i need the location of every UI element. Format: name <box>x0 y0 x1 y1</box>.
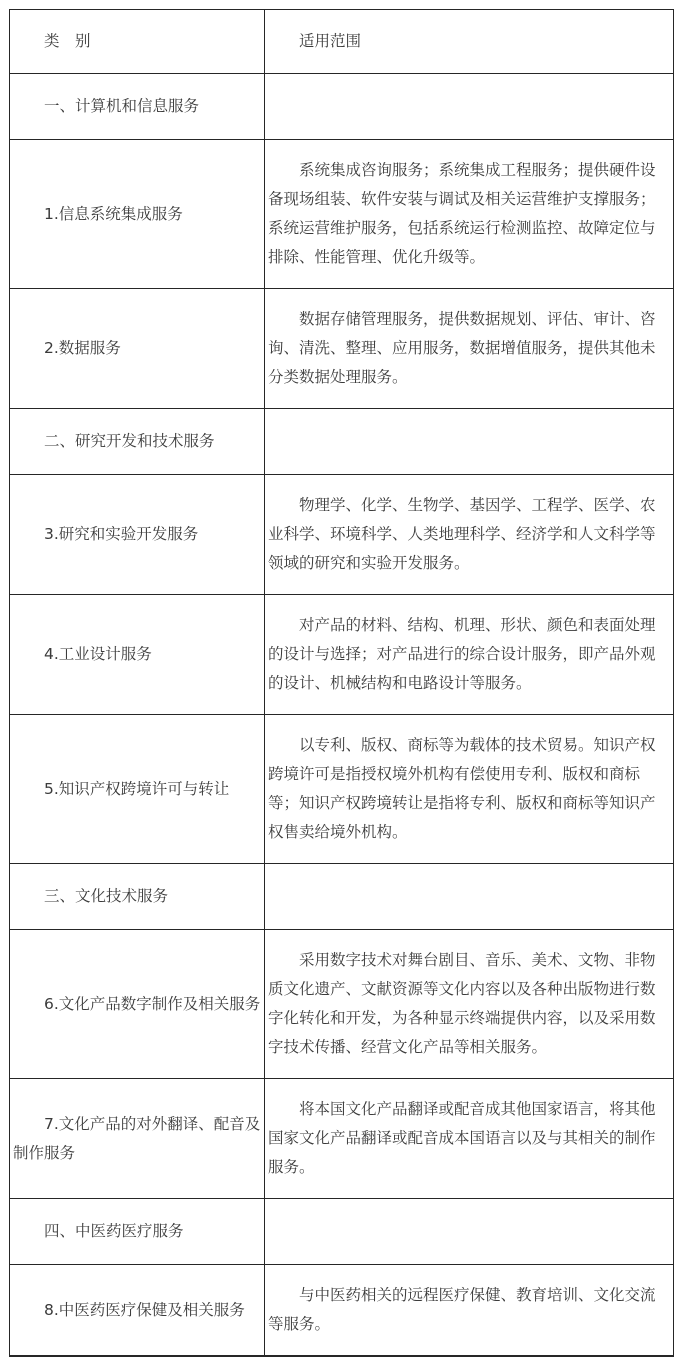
scope-cell <box>265 864 674 930</box>
services-scope-table <box>9 9 674 1357</box>
table-row <box>10 715 674 864</box>
table-row <box>10 140 674 289</box>
category-cell: 2.数据服务 <box>10 289 265 409</box>
scope-cell: 对产品的材料、结构、机理、形状、颜色和表面处理的设计与选择；对产品进行的综合设计服务，即产品外观的设计、机械结构和电路设计等服务。 <box>265 595 674 715</box>
table-row <box>10 864 674 930</box>
category-cell: 1.信息系统集成服务 <box>10 140 265 289</box>
scope-cell: 与中医药相关的远程医疗保健、教育培训、文化交流等服务。 <box>265 1265 674 1357</box>
table-row <box>10 475 674 595</box>
column-header-category: 类 别 <box>10 10 265 74</box>
table-row <box>10 74 674 140</box>
scope-cell <box>265 74 674 140</box>
table-row <box>10 1079 674 1199</box>
scope-cell: 数据存储管理服务，提供数据规划、评估、审计、咨询、清洗、整理、应用服务，数据增值服务，提供其他未分类数据处理服务。 <box>265 289 674 409</box>
scope-cell: 系统集成咨询服务；系统集成工程服务；提供硬件设备现场组装、软件安装与调试及相关运营维护支撑服务；系统运营维护服务，包括系统运行检测监控、故障定位与排除、性能管理、优化升级等。 <box>265 140 674 289</box>
category-cell: 7.文化产品的对外翻译、配音及制作服务 <box>10 1079 265 1199</box>
category-cell: 6.文化产品数字制作及相关服务 <box>10 930 265 1079</box>
scope-cell <box>265 409 674 475</box>
column-header-scope: 适用范围 <box>265 10 674 74</box>
category-cell: 四、中医药医疗服务 <box>10 1199 265 1265</box>
category-cell: 3.研究和实验开发服务 <box>10 475 265 595</box>
scope-cell <box>265 1199 674 1265</box>
table-row <box>10 595 674 715</box>
category-cell: 一、计算机和信息服务 <box>10 74 265 140</box>
scope-cell: 以专利、版权、商标等为载体的技术贸易。知识产权跨境许可是指授权境外机构有偿使用专利、版权和商标等；知识产权跨境转让是指将专利、版权和商标等知识产权售卖给境外机构。 <box>265 715 674 864</box>
category-cell: 8.中医药医疗保健及相关服务 <box>10 1265 265 1357</box>
table-row <box>10 409 674 475</box>
category-cell: 二、研究开发和技术服务 <box>10 409 265 475</box>
scope-cell: 物理学、化学、生物学、基因学、工程学、医学、农业科学、环境科学、人类地理科学、经济学和人文科学等领域的研究和实验开发服务。 <box>265 475 674 595</box>
table-row <box>10 930 674 1079</box>
header-row <box>10 10 674 74</box>
scope-cell: 将本国文化产品翻译或配音成其他国家语言，将其他国家文化产品翻译或配音成本国语言以及与其相关的制作服务。 <box>265 1079 674 1199</box>
table-row <box>10 289 674 409</box>
category-cell: 4.工业设计服务 <box>10 595 265 715</box>
scope-cell: 采用数字技术对舞台剧目、音乐、美术、文物、非物质文化遗产、文献资源等文化内容以及各种出版物进行数字化转化和开发，为各种显示终端提供内容，以及采用数字技术传播、经营文化产品等相关服务。 <box>265 930 674 1079</box>
category-cell: 三、文化技术服务 <box>10 864 265 930</box>
category-cell: 5.知识产权跨境许可与转让 <box>10 715 265 864</box>
table-row <box>10 1199 674 1265</box>
table-row <box>10 1265 674 1357</box>
